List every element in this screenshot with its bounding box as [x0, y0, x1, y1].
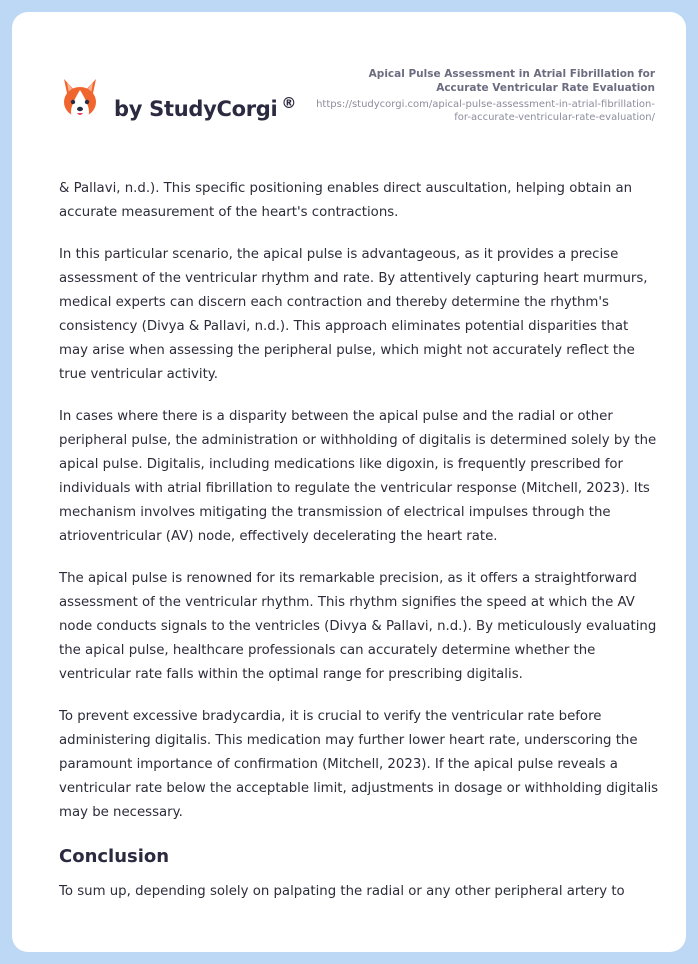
document-page — [12, 12, 686, 952]
document-title: Apical Pulse Assessment in Atrial Fibrillation for Accurate Ventricular Rate Evaluation — [368, 68, 655, 94]
corgi-dog-logo-icon — [60, 76, 100, 122]
paragraph: & Pallavi, n.d.). This specific positioning enables direct auscultation, helping obtain an accurate measurement of the heart's contractions. — [59, 181, 633, 220]
document-body — [59, 177, 659, 922]
document-url[interactable]: https://studycorgi.com/apical-pulse-assessment-in-atrial-fibrillation-for-accurate-ventricular-rate-evaluation/ — [316, 99, 655, 123]
registered-mark: ® — [281, 94, 297, 112]
paragraph: To sum up, depending solely on palpating the radial or any other peripheral artery to — [59, 884, 625, 899]
page-header — [12, 12, 686, 152]
document-meta — [315, 67, 655, 124]
brand-text: by StudyCorgi — [114, 97, 278, 121]
paragraph: In this particular scenario, the apical pulse is advantageous, as it provides a precise assessment of the ventricular rhythm and rate. By attentively capturing heart murmurs, medical experts can discern each contraction and thereby determine the rhythm's consistency (Divya & Pallavi, n.d.). This approach eliminates potential disparities that may arise when assessing the peripheral pulse, which might not accurately reflect the true ventricular activity. — [59, 247, 648, 382]
conclusion-heading: Conclusion — [59, 846, 170, 867]
paragraph: To prevent excessive bradycardia, it is crucial to verify the ventricular rate before administering digitalis. This medication may further lower heart rate, underscoring the paramount importance of confirmation (Mitchell, 2023). If the apical pulse reveals a ventricular rate below the acceptable limit, adjustments in dosage or withholding digitalis may be necessary. — [59, 709, 659, 820]
paragraph: In cases where there is a disparity between the apical pulse and the radial or other peripheral pulse, the administration or withholding of digitalis is determined solely by the apical pulse. Digitalis, including medications like digoxin, is frequently prescribed for individuals with atrial fibrillation to regulate the ventricular response (Mitchell, 2023). Its mechanism involves mitigating the transmission of electrical impulses through the atrioventricular (AV) node, effectively decelerating the heart rate. — [59, 409, 657, 544]
brand-name[interactable] — [114, 94, 296, 121]
paragraph: The apical pulse is renowned for its remarkable precision, as it offers a straightforward assessment of the ventricular rhythm. This rhythm signifies the speed at which the AV node conducts signals to the ventricles (Divya & Pallavi, n.d.). By meticulously evaluating the apical pulse, healthcare professionals can accurately determine whether the ventricular rate falls within the optimal range for prescribing digitalis. — [59, 571, 657, 682]
